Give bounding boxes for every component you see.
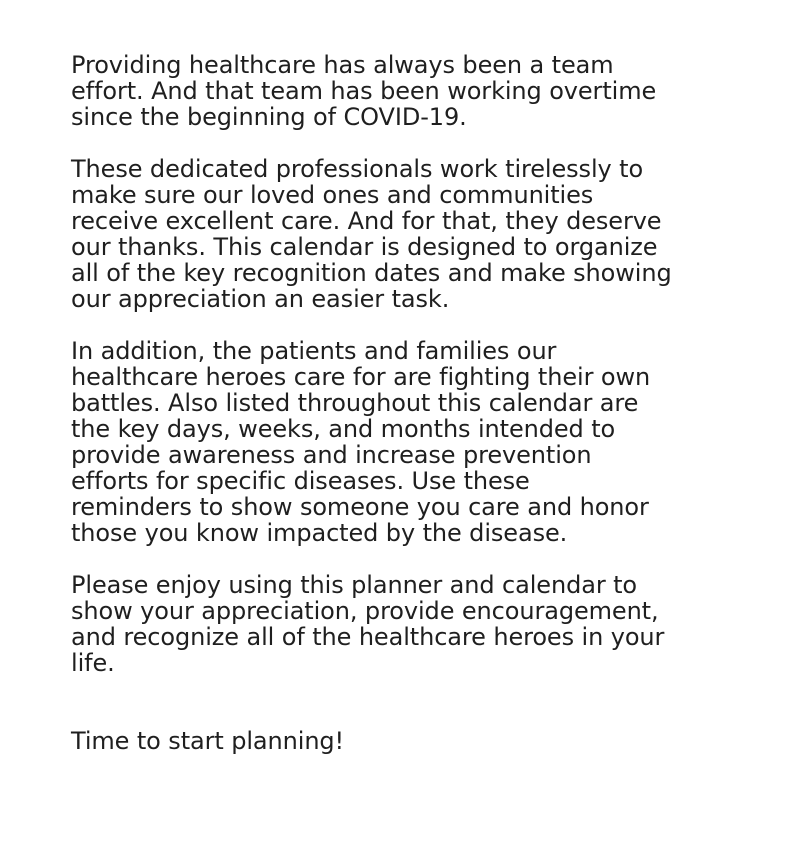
text-line: our appreciation an easier task. [71,285,450,313]
text-line: all of the key recognition dates and make showing [71,259,672,287]
text-line: receive excellent care. And for that, they deserve [71,207,662,235]
text-line: effort. And that team has been working overtime [71,77,657,105]
text-line: Time to start planning! [71,727,345,755]
text-line: Providing healthcare has always been a team [71,51,614,79]
text-line: and recognize all of the healthcare heroes in your [71,623,665,651]
text-line: reminders to show someone you care and honor [71,493,649,521]
text-line: healthcare heroes care for are fighting their own [71,363,651,391]
paragraph-enjoy [71,572,751,676]
text-line: our thanks. This calendar is designed to organize [71,233,658,261]
text-line: battles. Also listed throughout this calendar are [71,389,639,417]
text-line: Please enjoy using this planner and calendar to [71,571,638,599]
paragraph-intro [71,52,751,130]
paragraph-awareness [71,338,751,546]
text-line: the key days, weeks, and months intended to [71,415,616,443]
text-line: those you know impacted by the disease. [71,519,568,547]
paragraph-professionals [71,156,751,312]
document-page [71,52,751,780]
text-line: provide awareness and increase prevention [71,441,592,469]
text-line: These dedicated professionals work tirelessly to [71,155,644,183]
text-line: show your appreciation, provide encouragement, [71,597,659,625]
text-line: since the beginning of COVID-19. [71,103,467,131]
text-line: life. [71,649,115,677]
closing-line [71,728,751,754]
text-line: efforts for specific diseases. Use these [71,467,530,495]
text-line: In addition, the patients and families our [71,337,557,365]
text-line: make sure our loved ones and communities [71,181,594,209]
